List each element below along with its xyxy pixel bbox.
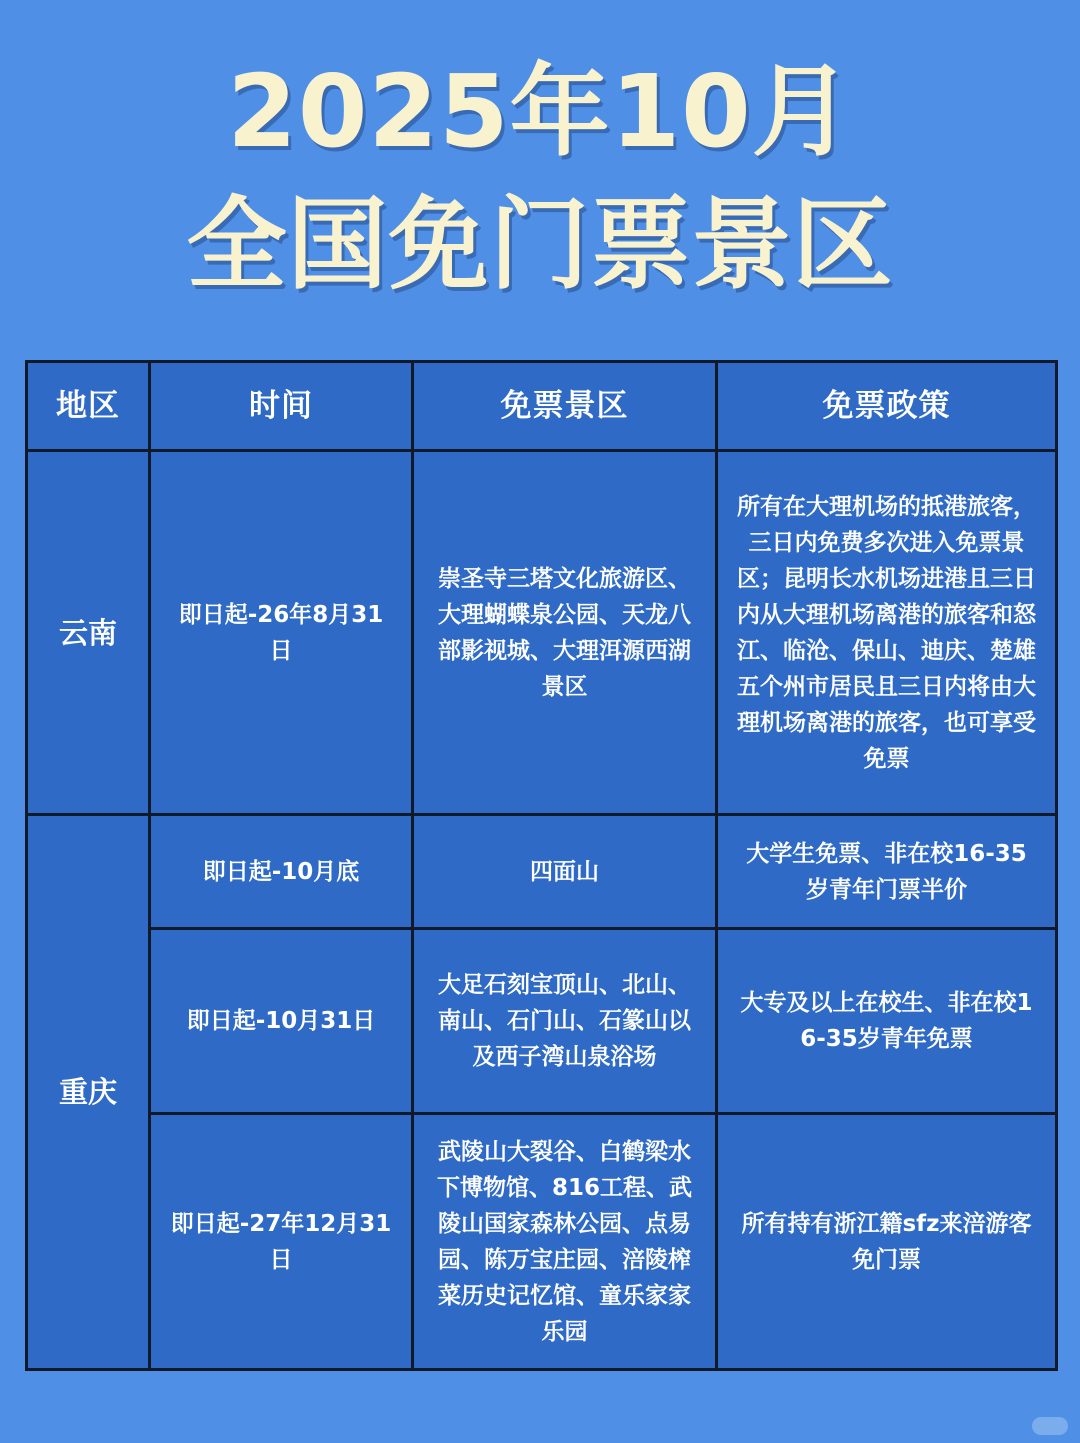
spots-cell: 崇圣寺三塔文化旅游区、大理蝴蝶泉公园、天龙八部影视城、大理洱源西湖景区 [413, 451, 717, 815]
watermark-badge [1032, 1417, 1068, 1435]
free-ticket-table [25, 360, 1058, 1371]
spots-cell: 大足石刻宝顶山、北山、南山、石门山、石篆山以及西子湾山泉浴场 [413, 929, 717, 1114]
table-row [27, 1114, 1057, 1370]
header-spots: 免票景区 [413, 362, 717, 451]
region-yunnan: 云南 [27, 451, 150, 815]
spots-cell: 四面山 [413, 815, 717, 929]
policy-cell: 所有在大理机场的抵港旅客，三日内免费多次进入免票景区；昆明长水机场进港且三日内从大理机场离港的旅客和怒江、临沧、保山、迪庆、楚雄五个州市居民且三日内将由大理机场离港的旅客，也可享受免票 [717, 451, 1057, 815]
policy-cell: 大学生免票、非在校16-35岁青年门票半价 [717, 815, 1057, 929]
table-row [27, 451, 1057, 815]
time-cell: 即日起-26年8月31日 [150, 451, 413, 815]
time-cell: 即日起-27年12月31日 [150, 1114, 413, 1370]
region-chongqing: 重庆 [27, 815, 150, 1370]
header-time: 时间 [150, 362, 413, 451]
table-row [27, 815, 1057, 929]
title-year-month: 2025年10月 [227, 53, 853, 170]
time-cell: 即日起-10月31日 [150, 929, 413, 1114]
spots-cell: 武陵山大裂谷、白鹤梁水下博物馆、816工程、武陵山国家森林公园、点易园、陈万宝庄园、涪陵榨菜历史记忆馆、童乐家家乐园 [413, 1114, 717, 1370]
title-heading: 全国免门票景区 [186, 186, 894, 303]
title-block [0, 50, 1080, 314]
header-region: 地区 [27, 362, 150, 451]
policy-cell: 大专及以上在校生、非在校16-35岁青年免票 [717, 929, 1057, 1114]
header-policy: 免票政策 [717, 362, 1057, 451]
table-row [27, 929, 1057, 1114]
time-cell: 即日起-10月底 [150, 815, 413, 929]
table-header-row [27, 362, 1057, 451]
policy-cell: 所有持有浙江籍sfz来涪游客免门票 [717, 1114, 1057, 1370]
